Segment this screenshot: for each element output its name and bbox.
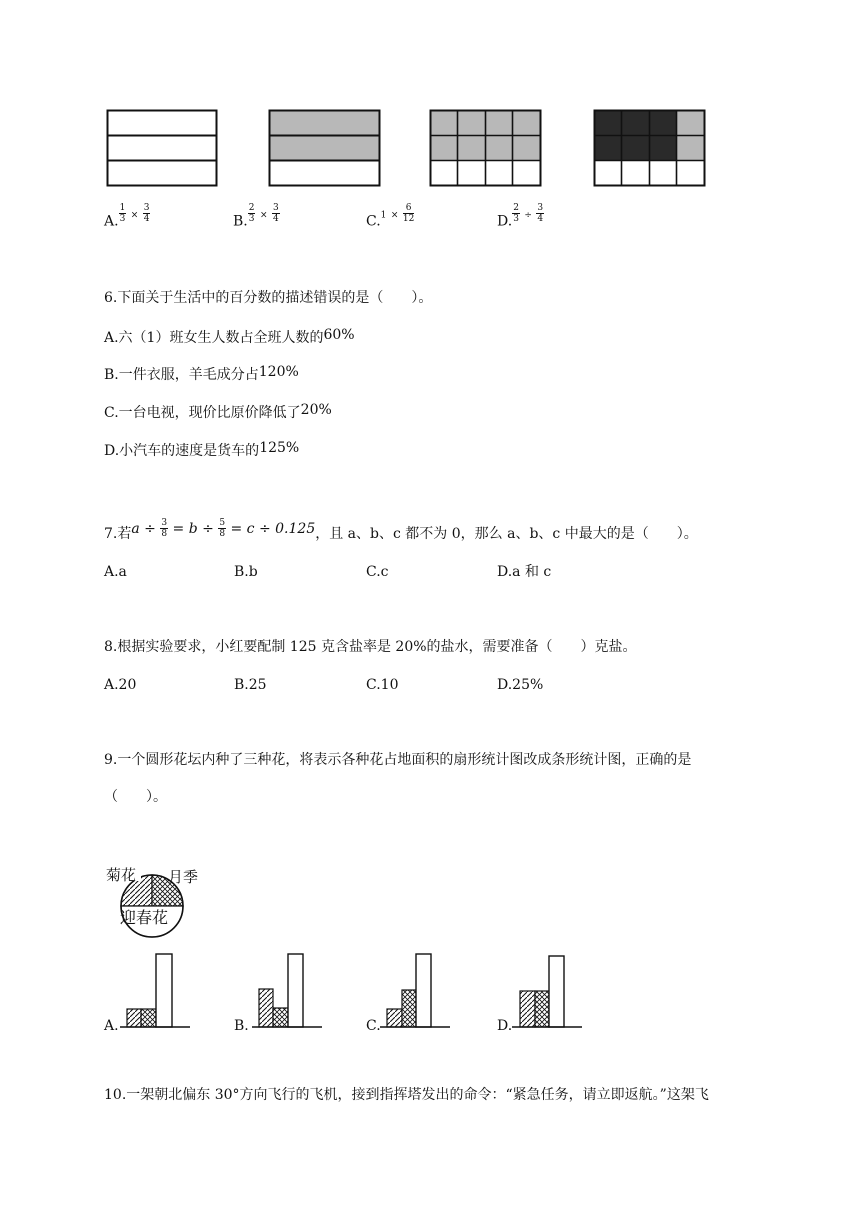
- fraction: $\frac{1}{3}$: [119, 203, 126, 224]
- q6-option-a[interactable]: A.六（1）班女生人数占全班人数的60%: [104, 327, 355, 346]
- q5-figure-c: [430, 110, 541, 186]
- q9-bar-chart-a: [120, 952, 190, 1028]
- q5-figure-b: [269, 110, 380, 186]
- fraction: $\frac{2}{3}$: [513, 203, 519, 224]
- q9-option-d[interactable]: D.: [497, 1018, 513, 1034]
- q8-stem: 8.根据实验要求，小红要配制 125 克含盐率是 20%的盐水，需要准备（ ）克盐。: [104, 639, 637, 655]
- q8-option-a[interactable]: A.20: [104, 677, 137, 693]
- q8-option-c[interactable]: C.10: [366, 677, 399, 693]
- q6-option-d[interactable]: D.小汽车的速度是货车的125%: [104, 440, 300, 459]
- q8-option-d[interactable]: D.25%: [497, 677, 544, 693]
- q9-stem-line1: 9.一个圆形花坛内种了三种花，将表示各种花占地面积的扇形统计图改成条形统计图，正确的是: [104, 752, 692, 768]
- q5-option-b[interactable]: B. $\frac{2}{3}$ × $\frac{3}{4}$: [233, 203, 279, 230]
- q10-stem: 10.一架朝北偏东 30°方向飞行的飞机，接到指挥塔发出的命令：“紧急任务，请立即返航。”这架飞: [104, 1087, 709, 1103]
- q6-option-b[interactable]: B.一件衣服，羊毛成分占120%: [104, 364, 299, 383]
- fraction: $\frac{3}{4}$: [143, 203, 150, 224]
- q9-option-c[interactable]: C.: [366, 1018, 381, 1034]
- q5-figure-d: [594, 110, 705, 186]
- q9-bar-chart-d: [512, 952, 582, 1028]
- q9-bar-chart-b: [252, 952, 322, 1028]
- fraction: $\frac{2}{3}$: [248, 203, 255, 224]
- fraction: $\frac{3}{8}$: [161, 518, 168, 539]
- fraction: $\frac{3}{4}$: [272, 203, 279, 224]
- q5-figure-a: [107, 110, 217, 186]
- q9-bar-chart-c: [380, 952, 450, 1028]
- q9-option-a[interactable]: A.: [104, 1018, 119, 1034]
- fraction: $\frac{6}{12}$: [402, 203, 415, 224]
- q6-stem: 6.下面关于生活中的百分数的描述错误的是（ ）。: [104, 290, 433, 306]
- q5-option-d[interactable]: D. $\frac{2}{3}$ ÷ $\frac{3}{4}$: [497, 203, 544, 230]
- q5-option-a[interactable]: A. $\frac{1}{3}$ × $\frac{3}{4}$: [104, 203, 150, 230]
- q6-option-c[interactable]: C.一台电视，现价比原价降低了20%: [104, 402, 332, 421]
- q9-stem-line2: （ ）。: [104, 789, 167, 805]
- q7-option-c[interactable]: C.c: [366, 564, 389, 580]
- q5-option-c[interactable]: C.1 × $\frac{6}{12}$: [366, 203, 415, 230]
- fraction: $\frac{5}{8}$: [219, 518, 226, 539]
- q7-option-b[interactable]: B.b: [234, 564, 258, 580]
- q7-option-d[interactable]: D.a 和 c: [497, 564, 552, 580]
- q9-option-b[interactable]: B.: [234, 1018, 249, 1034]
- pie-label-yingchun: 迎春花: [120, 908, 169, 927]
- pie-label-juhua: 菊花: [106, 866, 137, 884]
- q7-stem: 7.若a ÷ $\frac{3}{8}$ = b ÷ $\frac{5}{8}$ = c ÷ 0.125，且 a、b、c 都不为 0，那么 a、b、c 中最大的是（ ）。: [104, 518, 698, 542]
- pie-label-yueji: 月季: [168, 868, 199, 886]
- q8-option-b[interactable]: B.25: [234, 677, 267, 693]
- fraction: $\frac{3}{4}$: [537, 203, 544, 224]
- q7-option-a[interactable]: A.a: [104, 564, 127, 580]
